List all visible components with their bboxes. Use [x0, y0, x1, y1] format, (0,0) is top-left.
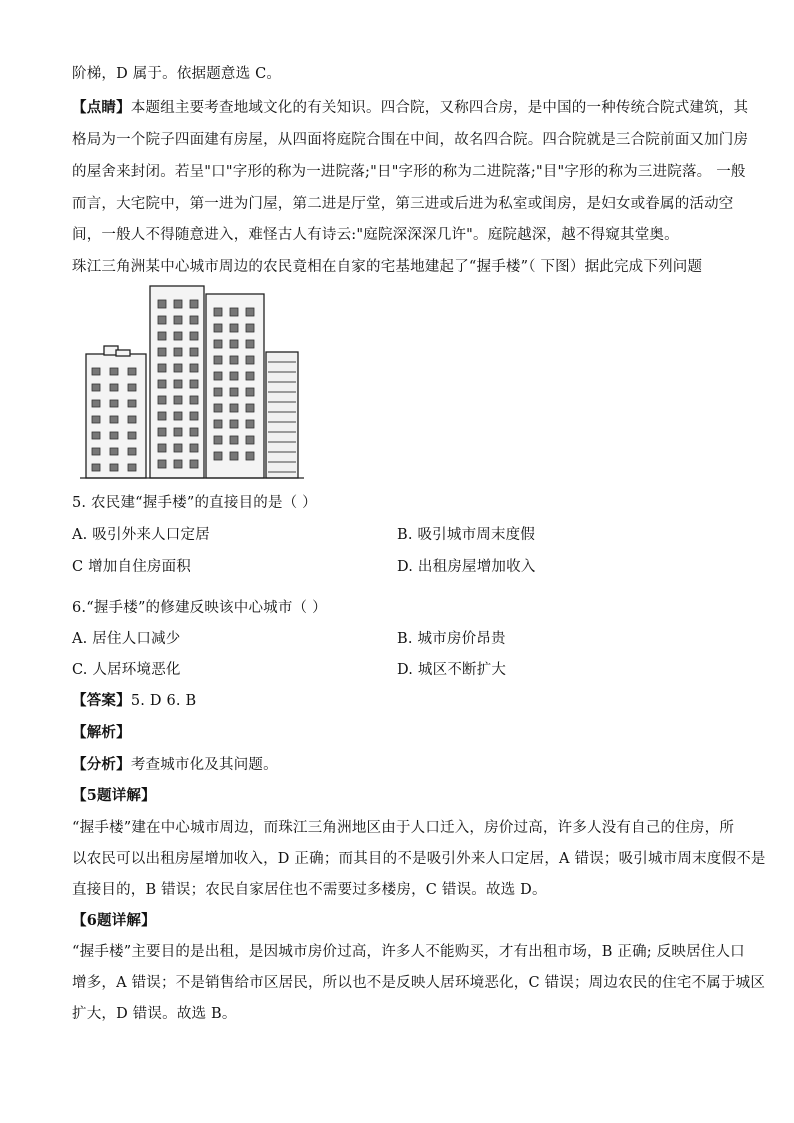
building-window	[158, 380, 166, 388]
building-window	[92, 432, 100, 439]
building-window	[190, 380, 198, 388]
dianjing-tag: 【点睛】	[72, 99, 131, 116]
building-window	[246, 324, 254, 332]
q5-option-b: B. 吸引城市周末度假	[397, 527, 536, 543]
building-window	[246, 340, 254, 348]
building-window	[174, 460, 182, 468]
building-window	[128, 464, 136, 471]
building-window	[174, 396, 182, 404]
building-window	[92, 400, 100, 407]
building-window	[214, 372, 222, 380]
building-window	[230, 420, 238, 428]
building-window	[174, 332, 182, 340]
building-window	[174, 300, 182, 308]
detail6-line-3: 扩大，D 错误。故选 B。	[72, 1006, 237, 1022]
building-window	[230, 340, 238, 348]
fenxi-tag: 【分析】	[72, 756, 131, 773]
building-window	[110, 384, 118, 391]
answer-line	[72, 691, 196, 711]
building-window	[158, 300, 166, 308]
dianjing-line-3: 的屋舍来封闭。若呈"口"字形的称为一进院落;"日"字形的称为二进院落;"目"字形的称为三进院落。 一般	[72, 164, 746, 180]
q5-option-d: D. 出租房屋增加收入	[397, 559, 536, 575]
building-window	[128, 416, 136, 423]
building-window	[158, 428, 166, 436]
detail5-line-3: 直接目的，B 错误；农民自家居住也不需要过多楼房，C 错误。故选 D。	[72, 882, 547, 898]
building-window	[174, 316, 182, 324]
building-window	[158, 444, 166, 452]
building-window	[128, 448, 136, 455]
building-window	[110, 400, 118, 407]
building-window	[214, 324, 222, 332]
building-window	[230, 372, 238, 380]
building-window	[92, 448, 100, 455]
detail6-line-2: 增多，A 错误；不是销售给市区居民，所以也不是反映人居环境恶化，C 错误；周边农民的住宅不属于城区	[72, 975, 766, 991]
building-window	[246, 308, 254, 316]
building-window	[246, 388, 254, 396]
building-window	[110, 432, 118, 439]
building-window	[110, 464, 118, 471]
answer-tag: 【答案】	[72, 692, 131, 709]
building-window	[246, 420, 254, 428]
detail5-heading	[72, 786, 156, 806]
building-window	[190, 316, 198, 324]
building-window	[246, 372, 254, 380]
building-window	[214, 340, 222, 348]
building-window	[246, 356, 254, 364]
building-window	[110, 416, 118, 423]
building-window	[190, 460, 198, 468]
answer-text: 5. D 6. B	[130, 693, 197, 709]
building-window	[230, 308, 238, 316]
building-window	[158, 396, 166, 404]
building-window	[230, 404, 238, 412]
building-window	[174, 444, 182, 452]
building-window	[174, 364, 182, 372]
dianjing-line-1: 【点睛】本题组主要考查地域文化的有关知识。四合院，又称四合房，是中国的一种传统合院式建筑，其	[72, 99, 749, 116]
building-window	[190, 396, 198, 404]
building-window	[190, 364, 198, 372]
detail5-line-2: 以农民可以出租房屋增加收入，D 正确；而其目的不是吸引外来人口定居，A 错误；吸引城市周末度假不是	[72, 851, 766, 867]
building-window	[128, 400, 136, 407]
building-window	[230, 452, 238, 460]
building-window	[214, 356, 222, 364]
question-stem: 珠江三角洲某中心城市周边的农民竟相在自家的宅基地建起了“握手楼”（ 下图）据此完成下列问题	[72, 259, 703, 275]
dianjing-line-4: 而言，大宅院中，第一进为门屋，第二进是厅堂，第三进或后进为私室或闺房，是妇女或眷属的活动空	[72, 196, 734, 212]
detail5-tag: 【5题详解】	[72, 787, 156, 804]
building-window	[190, 428, 198, 436]
building-window	[158, 332, 166, 340]
q6-text: 6.“握手楼”的修建反映该中心城市（ ）	[72, 600, 327, 616]
building-window	[190, 444, 198, 452]
detail5-line-1: “握手楼”建在中心城市周边，而珠江三角洲地区由于人口迁入，房价过高，许多人没有自己的住房，所	[72, 820, 735, 836]
building-window	[230, 388, 238, 396]
fenxi-line	[72, 755, 278, 775]
q6-option-c: C. 人居环境恶化	[72, 662, 181, 678]
building-window	[190, 300, 198, 308]
building-window	[128, 384, 136, 391]
building-window	[214, 452, 222, 460]
building-window	[92, 416, 100, 423]
building-window	[190, 348, 198, 356]
building-window	[214, 420, 222, 428]
detail6-heading	[72, 911, 156, 931]
building-window	[174, 348, 182, 356]
handshake-buildings-figure	[80, 282, 304, 480]
jiexi-tag: 【解析】	[72, 724, 131, 741]
building-window	[190, 412, 198, 420]
building-window	[246, 452, 254, 460]
building-window	[158, 364, 166, 372]
q5-text: 5. 农民建“握手楼”的直接目的是（ ）	[72, 495, 317, 511]
building-window	[190, 332, 198, 340]
building-window	[246, 404, 254, 412]
building-window	[158, 412, 166, 420]
q6-option-a: A. 居住人口减少	[72, 631, 181, 647]
building-window	[128, 432, 136, 439]
building-window	[158, 316, 166, 324]
building-window	[214, 436, 222, 444]
detail6-tag: 【6题详解】	[72, 912, 156, 929]
building-window	[158, 348, 166, 356]
building-window	[92, 368, 100, 375]
q5-option-a: A. 吸引外来人口定居	[72, 527, 210, 543]
dianjing-line-5: 间，一般人不得随意进入，难怪古人有诗云:"庭院深深深几许"。庭院越深，越不得窥其堂奥。	[72, 227, 679, 243]
dianjing-line-2: 格局为一个院子四面建有房屋，从四面将庭院合围在中间，故名四合院。四合院就是三合院前面又加门房	[72, 132, 749, 148]
building-window	[174, 412, 182, 420]
building-window	[214, 404, 222, 412]
building-window	[158, 460, 166, 468]
building-window	[174, 428, 182, 436]
building-window	[110, 448, 118, 455]
building-window	[128, 368, 136, 375]
building-window	[92, 464, 100, 471]
building-window	[230, 436, 238, 444]
intro-tail: 阶梯，D 属于。依据题意选 C。	[72, 66, 282, 82]
building-window	[214, 308, 222, 316]
building-window	[110, 368, 118, 375]
building-window	[230, 324, 238, 332]
building-window	[92, 384, 100, 391]
building-window	[214, 388, 222, 396]
building-window	[246, 436, 254, 444]
building-window	[230, 356, 238, 364]
building-window	[174, 380, 182, 388]
q6-option-d: D. 城区不断扩大	[397, 662, 507, 678]
detail6-line-1: “握手楼”主要目的是出租，是因城市房价过高，许多人不能购买，才有出租市场，B 正确; 反映居住人口	[72, 944, 745, 960]
q6-option-b: B. 城市房价昂贵	[397, 631, 506, 647]
fenxi-text: 考查城市化及其问题。	[130, 757, 278, 773]
jiexi-line	[72, 723, 131, 743]
q5-option-c: C 增加自住房面积	[72, 559, 192, 575]
